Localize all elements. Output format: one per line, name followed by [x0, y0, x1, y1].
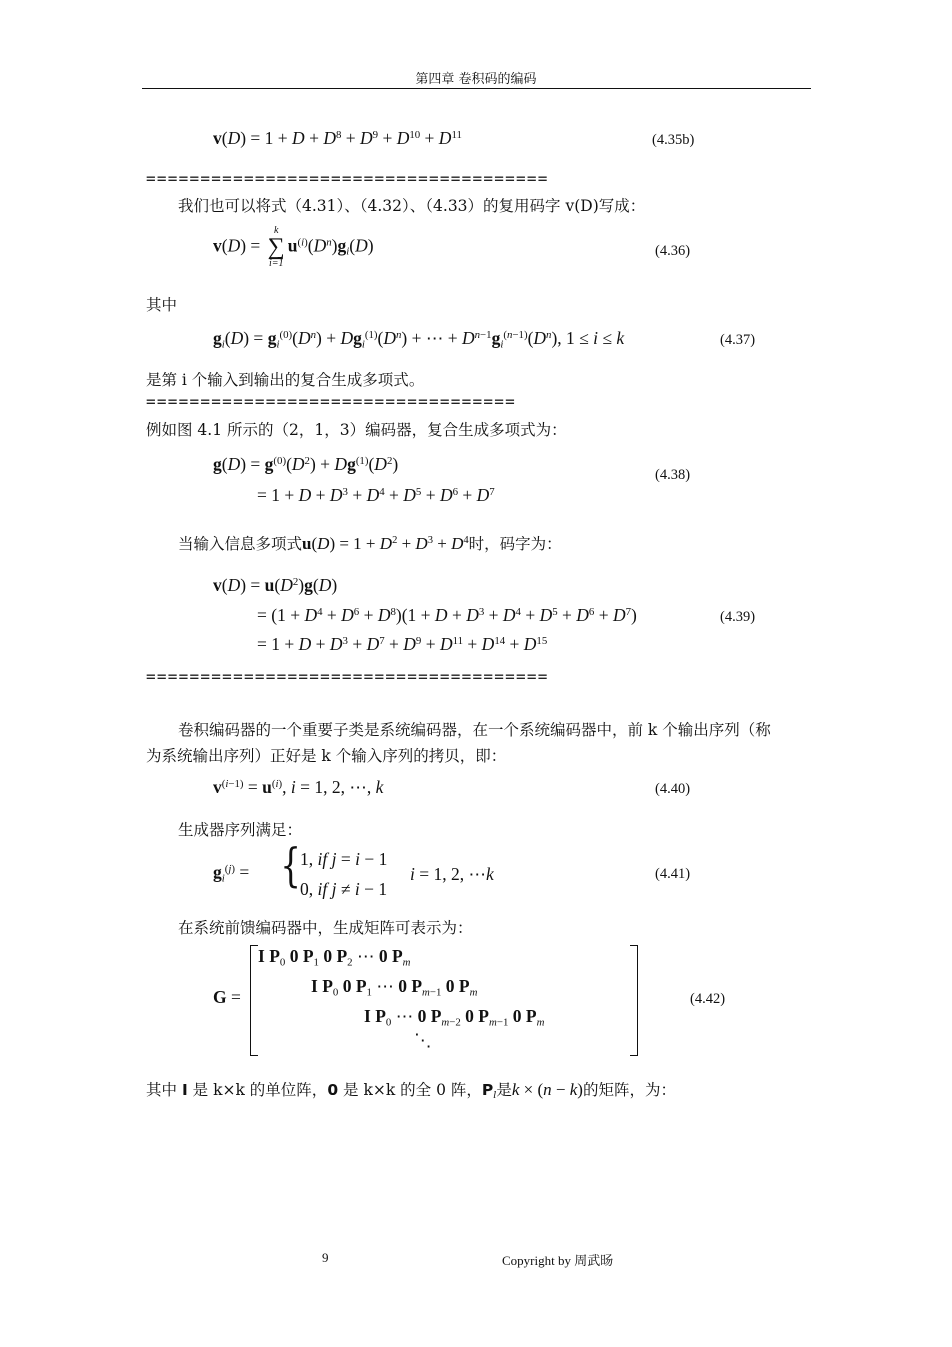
paragraph-text: 卷积编码器的一个重要子类是系统编码器，在一个系统编码器中，前 k 个输出序列（称 — [178, 721, 771, 739]
matrix-right-bracket — [630, 945, 638, 1056]
copyright-text: Copyright by 周武旸 — [502, 1253, 614, 1268]
matrix-row-2: I $P_0$ 0 $P_1$ ⋯ 0 $P_{m-1}$ 0 $P_m$ — [311, 976, 478, 999]
equation-4-37: $g_i(D) = g_i^{(0)}(D^n) + Dg_i^{(1)}(D^n)$ + ⋯ + $D^{n-1}g_i^{(n-1)}(D^n)$, 1 ≤ i ≤ k — [213, 328, 625, 351]
equation-number: (4.36) — [655, 243, 691, 259]
paragraph-text: 为系统输出序列）正好是 k 个输入序列的拷贝，即： — [146, 747, 507, 765]
separator-line: ===================================== — [146, 169, 549, 188]
paragraph-text: 在系统前馈编码器中，生成矩阵可表示为： — [178, 919, 473, 937]
equation-number: (4.37) — [720, 332, 756, 348]
equation-4-38-line1: $g(D) = g^{(0)}(D^2) + Dg^{(1)}(D^2)$ — [213, 454, 399, 474]
left-brace: { — [280, 838, 301, 892]
equation-4-41-lhs: $g_i^{(j)}$ = — [213, 862, 250, 885]
paragraph-text: 生成器序列满足： — [178, 821, 303, 839]
matrix-G-label: G = — [213, 987, 241, 1007]
equation-4-38-line2: = $1 + D + D^3 + D^4 + D^5 + D^6 + D^7$ — [257, 485, 495, 505]
matrix-row-1: I $P_0$ 0 $P_1$ 0 $P_2$ ⋯ 0 $P_m$ — [258, 946, 411, 969]
separator-line: ===================================== — [146, 667, 549, 686]
page-header: 第四章 卷积码的编码 — [415, 72, 537, 87]
paragraph-text: 例如图 4.1 所示的（2，1，3）编码器，复合生成多项式为： — [146, 421, 567, 439]
equation-4-41-case1: 1, if j = i − 1 — [300, 849, 388, 869]
separator-line: ================================== — [146, 392, 517, 411]
equation-number: (4.35b) — [652, 132, 695, 148]
paragraph-text: 其中 — [146, 296, 178, 314]
equation-number: (4.42) — [690, 991, 726, 1007]
matrix-left-bracket — [250, 945, 258, 1056]
equation-4-40: $v^{(i-1)} = u^{(i)}$, i = 1, 2, ⋯, k — [213, 777, 384, 797]
paragraph-text: 其中 I 是 k×k 的单位阵，0 是 k×k 的全 0 阵，$P_l$是k × (n − k)的矩阵，为： — [146, 1080, 676, 1101]
paragraph-text: 当输入信息多项式$u(D) = 1 + D^2 + D^3 + D^4$时，码字为： — [178, 534, 562, 553]
equation-number: (4.41) — [655, 866, 691, 882]
matrix-row-3: I $P_0$ ⋯ 0 $P_{m-2}$ 0 $P_{m-1}$ 0 $P_m$ — [364, 1006, 545, 1029]
equation-4-39-line2: = $(1 + D^4 + D^6 + D^8)(1 + D + D^3 + D^4 + D^5 + D^6 + D^7)$ — [257, 605, 637, 625]
equation-number: (4.39) — [720, 609, 756, 625]
equation-number: (4.38) — [655, 467, 691, 483]
equation-4-41-range: i = 1, 2, ⋯k — [410, 864, 494, 884]
paragraph-text: 我们也可以将式（4.31）、（4.32）、（4.33）的复用码字 v(D)写成： — [178, 197, 646, 215]
equation-4-39-line1: $v(D) = u(D^2)g(D)$ — [213, 575, 338, 595]
matrix-ddots: ⋱ — [414, 1030, 432, 1050]
equation-4-36: v(D) = k ∑ i=1 $u^{(i)}(D^n)g_i(D)$ — [213, 225, 374, 269]
header-rule — [142, 88, 811, 89]
paragraph-text: 是第 i 个输入到输出的复合生成多项式。 — [146, 371, 425, 389]
equation-4-35b: $v(D) = 1 + D + D^8 + D^9 + D^{10} + D^{11}$ — [213, 128, 462, 148]
equation-4-39-line3: = $1 + D + D^3 + D^7 + D^9 + D^{11} + D^{14} + D^{15}$ — [257, 634, 548, 654]
page-number: 9 — [322, 1250, 329, 1265]
equation-number: (4.40) — [655, 781, 691, 797]
equation-4-41-case2: 0, if j ≠ i − 1 — [300, 879, 388, 899]
